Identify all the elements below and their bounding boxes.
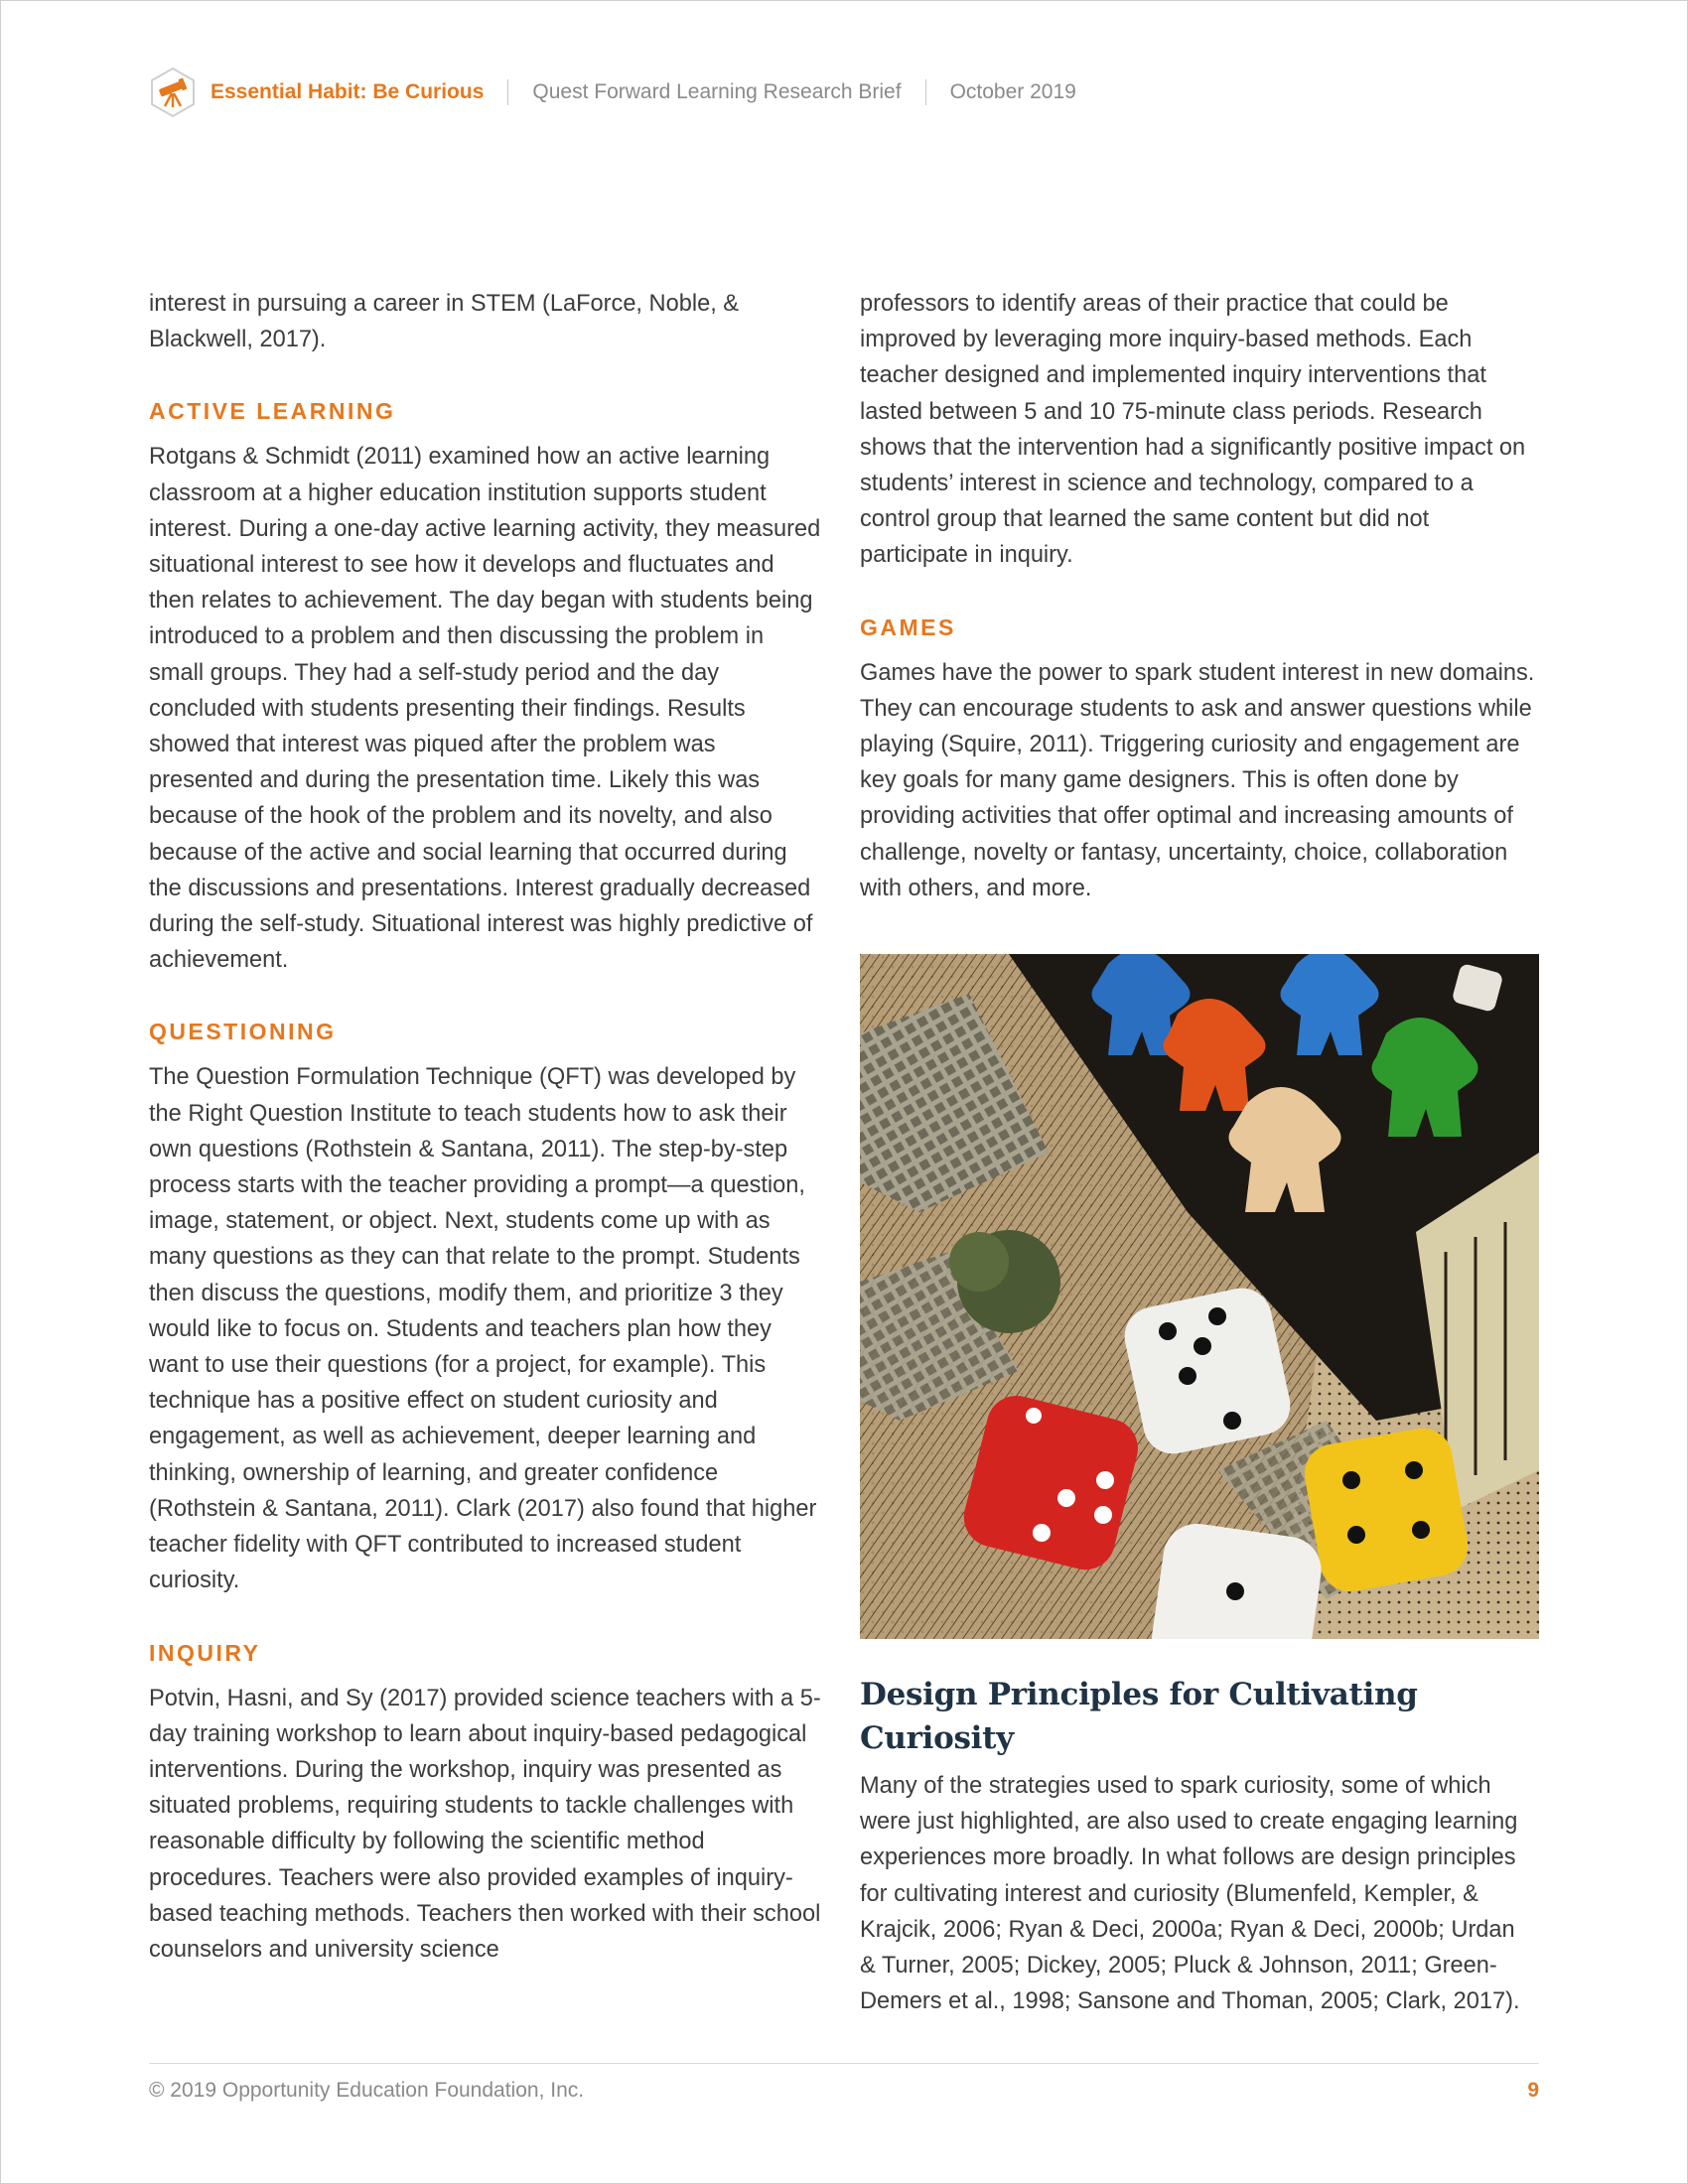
intro-paragraph: interest in pursuing a career in STEM (LaForce, Noble, & Blackwell, 2017). [149, 291, 740, 353]
active-learning-heading: ACTIVE LEARNING [149, 398, 396, 425]
board-game-photo [860, 954, 1539, 1639]
header-habit: Essential Habit: Be Curious [211, 80, 485, 103]
board-game-illustration [860, 954, 1539, 1639]
active-learning-paragraph: Rotgans & Schmidt (2011) examined how an active learning classroom at a higher education institution supports student interest. During a one-day active learning activity, they measured situational interest to see how it develops and fluctuates and then relates to achievement. The day began with students being introduced to a problem and then discussing the problem in small groups. They had a self-study period and the day concluded with students presenting their findings. Results showed that interest was piqued after the problem was presented and during the presentation time. Likely this was because of the hook of the problem and its novelty, and also because of the active and social learning that occurred during the discussions and presentations. Interest gradually decreased during the self-study. Situational interest was highly predictive of achievement. [149, 444, 821, 974]
design-principles-paragraph: Many of the strategies used to spark curiosity, some of which were just highlighted, are also used to create engaging learning experiences more broadly. In what follows are design principles for cultivating interest and curiosity (Blumenfeld, Kempler, & Krajcik, 2006; Ryan & Deci, 2000a; Ryan & Deci, 2000b; Urdan & Turner, 2005; Dickey, 2005; Pluck & Johnson, 2011; Green-Demers et al., 1998; Sansone and Thoman, 2005; Clark, 2017). [860, 1773, 1520, 2015]
header-date: October 2019 [949, 80, 1076, 103]
telescope-icon [149, 67, 197, 118]
header-brief-title: Quest Forward Learning Research Brief [532, 80, 902, 103]
footer-divider [149, 2063, 1539, 2064]
page-header [149, 66, 1076, 119]
white-die-top [1119, 1283, 1296, 1459]
header-divider [925, 79, 926, 105]
header-divider [507, 79, 508, 105]
questioning-paragraph: The Question Formulation Technique (QFT) was developed by the Right Question Institute to teach students how to ask their own questions (Rothstein & Santana, 2011). The step-by-step process starts with the teacher providing a prompt—a question, image, statement, or object. Next, students come up with as many questions as they can that relate to the prompt. Students then discuss the questions, modify them, and prioritize 3 they would like to focus on. Students and teachers plan how they want to use their questions (for a project, for example). This technique has a positive effect on student curiosity and engagement, as well as achievement, deeper learning and thinking, ownership of learning, and greater confidence (Rothstein & Santana, 2011). Clark (2017) also found that higher teacher fidelity with QFT contributed to increased student curiosity. [149, 1064, 817, 1594]
design-principles-title: Design Principles for Cultivating Curiosity [860, 1677, 1418, 1757]
yellow-die [1300, 1424, 1473, 1596]
inquiry-heading: INQUIRY [149, 1639, 261, 1666]
inquiry-continuation-paragraph: professors to identify areas of their practice that could be improved by leveraging more inquiry-based methods. Each teacher designed and implemented inquiry interventions that lasted between 5 and 10 75-minute class periods. Research shows that the intervention had a significantly positive impact on students’ interest in science and technology, compared to a control group that learned the same content but did not participate in inquiry. [860, 291, 1526, 569]
footer-copyright: © 2019 Opportunity Education Foundation, Inc. [149, 2079, 585, 2102]
games-paragraph: Games have the power to spark student interest in new domains. They can encourage students to ask and answer questions while playing (Squire, 2011). Triggering curiosity and engagement are key goals for many game designers. This is often done by providing activities that offer optimal and increasing amounts of challenge, novelty or fantasy, uncertainty, choice, collaboration with others, and more. [860, 659, 1535, 901]
inquiry-paragraph: Potvin, Hasni, and Sy (2017) provided science teachers with a 5-day training workshop to learn about inquiry-based pedagogical interventions. During the workshop, inquiry was presented as situated problems, requiring students to tackle challenges with reasonable difficulty by following the scientific method procedures. Teachers were also provided examples of inquiry-based teaching methods. Teachers then worked with their school counselors and university science [149, 1685, 821, 1963]
page-number: 9 [1527, 2079, 1539, 2102]
left-column [149, 286, 824, 1968]
games-heading: GAMES [860, 614, 956, 640]
questioning-heading: QUESTIONING [149, 1019, 337, 1045]
right-column [860, 286, 1535, 2019]
